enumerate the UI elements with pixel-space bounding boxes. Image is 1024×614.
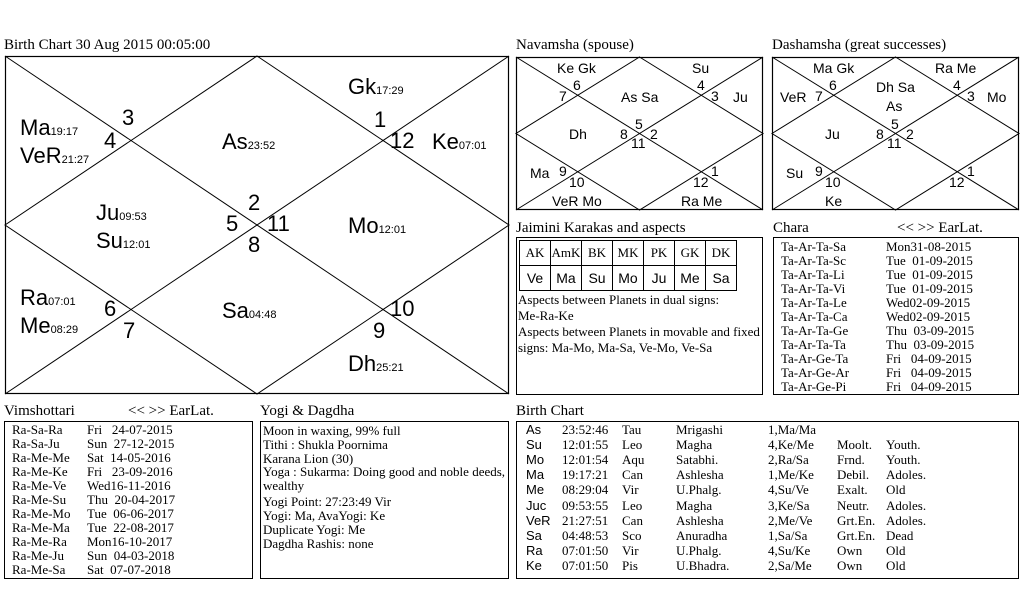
- planet-cell: Vir: [622, 542, 639, 558]
- birth-table-title: Birth Chart: [516, 403, 584, 419]
- rasi-house-num: 7: [123, 318, 136, 343]
- rasi-planet-mo: Mo12:01: [348, 213, 407, 238]
- planet-cell: Pis: [622, 557, 638, 573]
- navamsha-label: Ra Me: [681, 193, 723, 209]
- dashamsha-title: Dashamsha (great successes): [772, 37, 947, 53]
- planet-cell: Me: [526, 482, 545, 498]
- jaimini-panel: [516, 237, 763, 395]
- planet-cell: Own: [837, 557, 863, 573]
- planet-cell: Aqu: [622, 452, 645, 468]
- navamsha-label: VeR Mo: [552, 193, 602, 209]
- planet-cell: Own: [837, 542, 863, 558]
- karaka-header: MK: [613, 241, 644, 266]
- planet-cell: Moolt.: [837, 437, 873, 453]
- dashamsha-num: 6: [829, 77, 837, 93]
- rasi-planet-dh: Dh25:21: [348, 351, 404, 376]
- planet-cell: Debil.: [837, 467, 870, 483]
- yogi-line: Yogi: Ma, AvaYogi: Ke: [263, 508, 386, 523]
- planet-cell: Magha: [676, 497, 713, 513]
- rasi-planet-ke: Ke07:01: [432, 129, 487, 154]
- planet-cell: Sa: [526, 527, 542, 543]
- navamsha-num: 1: [711, 163, 719, 179]
- rasi-planet-su: Su12:01: [96, 228, 151, 253]
- planet-cell: Mrigashi: [676, 422, 723, 437]
- planet-cell: 3,Ke/Sa: [768, 497, 810, 513]
- navamsha-label: Ju: [733, 89, 748, 105]
- planet-cell: Leo: [622, 437, 643, 453]
- planet-cell: U.Bhadra.: [676, 557, 730, 573]
- yogi-line: Duplicate Yogi: Me: [263, 522, 366, 537]
- rasi-house-num: 2: [248, 190, 261, 215]
- navamsha-label: Dh: [569, 126, 587, 142]
- dashamsha-num: 8: [876, 126, 884, 142]
- planet-cell: 12:01:54: [562, 452, 609, 468]
- planet-cell: 19:17:21: [562, 467, 609, 483]
- dashamsha-label: VeR: [780, 89, 807, 105]
- rasi-house-num: 6: [104, 296, 117, 321]
- dashamsha-num: 1: [967, 163, 975, 179]
- dashamsha-label: Ma Gk: [813, 60, 855, 76]
- navamsha-label: Ma: [530, 165, 550, 181]
- dashamsha-label: Mo: [987, 89, 1007, 105]
- planet-cell: Vir: [622, 482, 639, 498]
- yogi-panel: [260, 421, 509, 579]
- planet-cell: 4,Ke/Me: [768, 437, 814, 453]
- navamsha-label: Su: [692, 60, 710, 76]
- karaka-value: Ve: [520, 266, 551, 291]
- karaka-table: [519, 240, 737, 291]
- yogi-line: Dagdha Rashis: none: [263, 536, 374, 551]
- dashamsha-num: 12: [949, 174, 965, 190]
- rasi-house-num: 1: [374, 107, 387, 132]
- planet-cell: 12:01:55: [562, 437, 609, 453]
- dashamsha-num: 10: [825, 174, 841, 190]
- chara-panel: Ta-Ar-Ta-Sa Mon31-08-2015 Ta-Ar-Ta-Sc Tue 01-09-2015 Ta-Ar-Ta-Li Tue 01-09-2015 Ta-Ar-Ta-Vi Tue 01-09-2015 Ta-Ar-Ta-Le Wed02-09-2015 Ta-Ar-Ta-Ca Wed02-09-2015 Ta-Ar-Ta-Ge Thu 03-09-2015 Ta-Ar-Ta-Ta Thu 03-09-2015 Ta-Ar-Ge-Ta Fri 04-09-2015 Ta-Ar-Ge-Ar Fri 04-09-2015 Ta-Ar-Ge-Pi Fri 04-09-2015: [773, 237, 1019, 395]
- planet-cell: Old: [886, 557, 906, 573]
- planet-cell: Old: [886, 482, 906, 498]
- karaka-header: PK: [644, 241, 675, 266]
- dashamsha-num: 11: [887, 135, 902, 151]
- rasi-planet-gk: Gk17:29: [348, 74, 404, 99]
- karaka-value: Me: [675, 266, 706, 291]
- birth-chart-title: Birth Chart 30 Aug 2015 00:05:00: [4, 37, 211, 53]
- chara-nav[interactable]: << >> EarLat.: [897, 220, 983, 236]
- planet-cell: Grt.En.: [837, 512, 876, 528]
- yogi-title: Yogi & Dagdha: [260, 403, 355, 419]
- yogi-line: Yoga : Sukarma: Doing good and noble deeds, wealthy: [263, 464, 506, 493]
- planet-cell: Ra: [526, 542, 543, 558]
- navamsha-num: 12: [693, 174, 709, 190]
- rasi-planet-sa: Sa04:48: [222, 298, 277, 323]
- navamsha-num: 8: [620, 126, 628, 142]
- rasi-planet-me: Me08:29: [20, 313, 79, 338]
- navamsha-chart-lines: [516, 57, 763, 210]
- rasi-house-num: 10: [390, 296, 415, 321]
- planet-cell: Ashlesha: [676, 467, 724, 483]
- planet-cell: Leo: [622, 497, 643, 513]
- dashamsha-label: As: [886, 98, 903, 114]
- navamsha-num: 4: [697, 77, 705, 93]
- dashamsha-num: 3: [967, 88, 975, 104]
- karaka-header: GK: [675, 241, 706, 266]
- karaka-value: Su: [582, 266, 613, 291]
- navamsha-num: 2: [650, 126, 658, 142]
- planet-cell: 04:48:53: [562, 527, 609, 543]
- planet-cell: Juc: [526, 497, 547, 513]
- planet-cell: Su: [526, 437, 542, 453]
- planet-cell: Satabhi.: [676, 452, 719, 468]
- planet-cell: Neutr.: [837, 497, 870, 513]
- karaka-header: AmK: [551, 241, 582, 266]
- karaka-value: Ma: [551, 266, 582, 291]
- rasi-planet-ra: Ra07:01: [20, 285, 76, 310]
- rasi-house-num: 8: [248, 232, 261, 257]
- planet-cell: Adoles.: [886, 467, 927, 483]
- planet-cell: 1,Sa/Sa: [768, 527, 808, 543]
- aspects-dual-label: Aspects between Planets in dual signs:: [518, 292, 720, 307]
- planet-cell: Youth.: [886, 452, 921, 468]
- rasi-chart-lines: [5, 56, 509, 394]
- planet-cell: Ma: [526, 467, 545, 483]
- karaka-header: DK: [706, 241, 737, 266]
- navamsha-num: 9: [559, 163, 567, 179]
- dashamsha-num: 9: [815, 163, 823, 179]
- dashamsha-num: 7: [815, 88, 823, 104]
- rasi-house-num: 11: [267, 211, 290, 236]
- planet-cell: Youth.: [886, 437, 921, 453]
- dashamsha-num: 2: [906, 126, 914, 142]
- yogi-line: Karana Lion (30): [263, 451, 354, 466]
- planet-cell: 09:53:55: [562, 497, 609, 513]
- karaka-value: Mo: [613, 266, 644, 291]
- yogi-line: Yogi Point: 27:23:49 Vir: [263, 494, 392, 509]
- navamsha-label: Ke Gk: [557, 60, 596, 76]
- dashamsha-label: Ke: [825, 193, 843, 209]
- planet-cell: 1,Me/Ke: [768, 467, 814, 483]
- planet-cell: Ashlesha: [676, 512, 724, 528]
- dashamsha-label: Su: [786, 165, 804, 181]
- dashamsha-num: 4: [953, 77, 961, 93]
- rasi-house-num: 5: [226, 211, 239, 236]
- planet-cell: 07:01:50: [562, 542, 609, 558]
- planet-cell: VeR: [526, 512, 551, 528]
- planet-cell: Adoles.: [886, 497, 927, 513]
- planet-cell: 2,Ra/Sa: [768, 452, 809, 468]
- dashamsha-num: 5: [891, 116, 899, 132]
- navamsha-num: 10: [569, 174, 585, 190]
- planet-cell: Anuradha: [676, 527, 728, 543]
- planet-cell: 4,Su/Ke: [768, 542, 811, 558]
- planet-cell: 08:29:04: [562, 482, 609, 498]
- karaka-header: BK: [582, 241, 613, 266]
- chara-title: Chara: [773, 220, 809, 236]
- vimshottari-nav[interactable]: << >> EarLat.: [128, 403, 214, 419]
- rasi-house-num: 4: [104, 128, 117, 153]
- planet-cell: 21:27:51: [562, 512, 609, 528]
- navamsha-label: As Sa: [621, 89, 659, 105]
- rasi-house-num: 9: [373, 318, 386, 343]
- planet-cell: Adoles.: [886, 512, 927, 528]
- navamsha-num: 6: [573, 77, 581, 93]
- aspects-movable: Aspects between Planets in movable and fixed signs: Ma-Mo, Ma-Sa, Ve-Mo, Ve-Sa: [518, 324, 760, 355]
- rasi-planet-ma: Ma19:17: [20, 115, 79, 140]
- planet-cell: Dead: [886, 527, 914, 543]
- planet-cell: As: [526, 422, 542, 437]
- planet-cell: 4,Su/Ve: [768, 482, 809, 498]
- navamsha-num: 11: [631, 135, 646, 151]
- vimshottari-panel: Ra-Sa-Ra Fri 24-07-2015 Ra-Sa-Ju Sun 27-12-2015 Ra-Me-Me Sat 14-05-2016 Ra-Me-Ke Fri 23-09-2016 Ra-Me-Ve Wed16-11-2016 Ra-Me-Su Thu 20-04-2017 Ra-Me-Mo Tue 06-06-2017 Ra-Me-Ma Tue 22-08-2017 Ra-Me-Ra Mon16-10-2017 Ra-Me-Ju Sun 04-03-2018 Ra-Me-Sa Sat 07-07-2018: [4, 421, 253, 579]
- planet-cell: 1,Ma/Ma: [768, 422, 817, 437]
- vimshottari-title: Vimshottari: [4, 403, 75, 419]
- birth-table-panel: [516, 421, 1019, 579]
- navamsha-num: 5: [635, 116, 643, 132]
- planet-cell: Tau: [622, 422, 642, 437]
- planet-cell: Frnd.: [837, 452, 865, 468]
- yogi-line: Moon in waxing, 99% full: [263, 423, 401, 438]
- rasi-house-num: 3: [122, 105, 135, 130]
- planet-cell: 2,Sa/Me: [768, 557, 812, 573]
- navamsha-num: 3: [711, 88, 719, 104]
- planet-cell: Can: [622, 467, 643, 483]
- karaka-header: AK: [520, 241, 551, 266]
- navamsha-title: Navamsha (spouse): [516, 37, 634, 53]
- planet-cell: U.Phalg.: [676, 542, 722, 558]
- planet-cell: 23:52:46: [562, 422, 609, 437]
- aspects-dual: Me-Ra-Ke: [518, 308, 574, 323]
- planet-cell: Can: [622, 512, 643, 528]
- karaka-value: Ju: [644, 266, 675, 291]
- planet-cell: Exalt.: [837, 482, 868, 498]
- yogi-line: Tithi : Shukla Poornima: [263, 437, 388, 452]
- planet-cell: Ke: [526, 557, 542, 573]
- rasi-planet-as: As23:52: [222, 129, 276, 154]
- planet-cell: 2,Me/Ve: [768, 512, 813, 528]
- rasi-planet-ju: Ju09:53: [96, 200, 147, 225]
- planet-cell: Magha: [676, 437, 713, 453]
- planet-cell: Mo: [526, 452, 545, 468]
- jaimini-title: Jaimini Karakas and aspects: [516, 220, 686, 236]
- planet-cell: 07:01:50: [562, 557, 609, 573]
- planet-cell: Grt.En.: [837, 527, 876, 543]
- rasi-planet-ver: VeR21:27: [20, 143, 90, 168]
- planet-cell: U.Phalg.: [676, 482, 722, 498]
- navamsha-num: 7: [559, 88, 567, 104]
- dashamsha-label: Ju: [825, 126, 840, 142]
- rasi-house-num: 12: [390, 128, 415, 153]
- planet-cell: Old: [886, 542, 906, 558]
- dashamsha-label: Ra Me: [935, 60, 977, 76]
- karaka-value: Sa: [706, 266, 737, 291]
- planet-cell: Sco: [622, 527, 642, 543]
- dashamsha-label: Dh Sa: [876, 79, 915, 95]
